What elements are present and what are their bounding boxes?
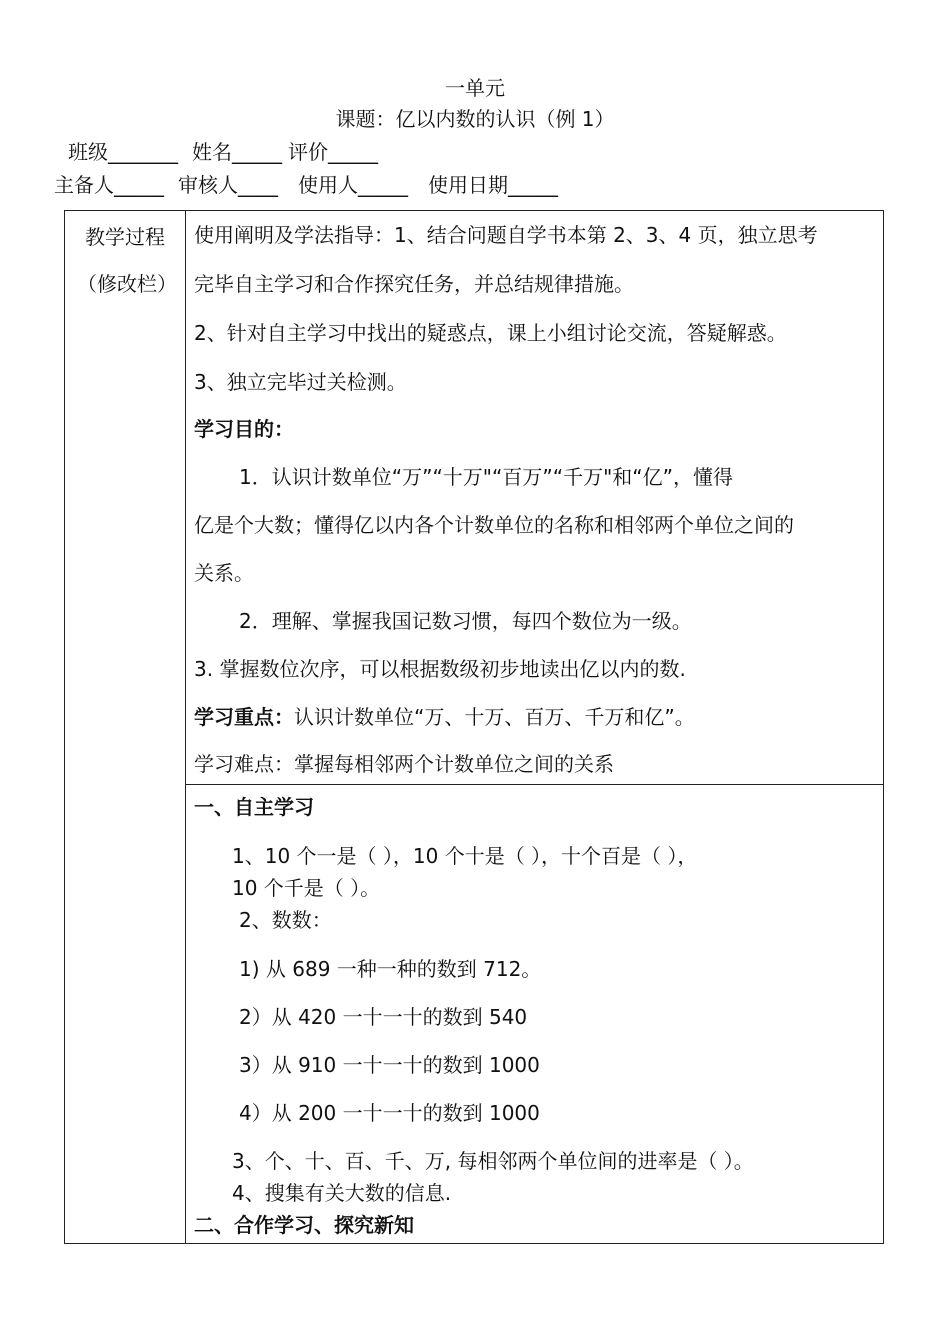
- name-field: 姓名_____: [192, 140, 282, 164]
- exercise-line: 1、10 个一是（ ），10 个十是（ ），十个百是（ ），: [232, 844, 698, 868]
- user-field: 使用人_____: [298, 173, 408, 197]
- class-field: 班级_______: [68, 140, 178, 164]
- focus-title: 学习重点：: [194, 705, 294, 729]
- exercise-line: 2、数数：: [239, 908, 332, 932]
- lesson-table: [64, 210, 884, 1244]
- student-info-row: [68, 136, 378, 165]
- evaluation-field: 评价_____: [288, 140, 378, 164]
- exercise-line: 10 个千是（ ）。: [232, 876, 381, 900]
- date-field: 使用日期_____: [428, 173, 558, 197]
- guide-line: 完毕自主学习和合作探究任务，并总结规律措施。: [194, 272, 634, 296]
- exercise-line: 3）从 910 一十一十的数到 1000: [239, 1053, 540, 1077]
- goal-line: 关系。: [194, 561, 254, 585]
- staff-info-row: [54, 169, 558, 198]
- row-divider: [185, 784, 883, 785]
- exercise-line: 4、搜集有关大数的信息.: [232, 1181, 452, 1205]
- guide-line: 3、独立完毕过关检测。: [194, 370, 407, 394]
- goal-line: 3. 掌握数位次序，可以根据数级初步地读出亿以内的数.: [194, 657, 686, 681]
- difficulty-line: 学习难点：掌握每相邻两个计数单位之间的关系: [194, 752, 614, 776]
- exercise-line: 1) 从 689 一种一种的数到 712。: [239, 957, 542, 981]
- goal-line: 2．理解、掌握我国记数习惯，每四个数位为一级。: [239, 609, 692, 633]
- lesson-topic: 课题：亿以内数的认识（例 1）: [335, 107, 615, 131]
- preparer-field: 主备人_____: [54, 173, 164, 197]
- section-cooperative-title: 二、合作学习、探究新知: [194, 1213, 414, 1237]
- reviewer-field: 审核人____: [178, 173, 278, 197]
- goal-line: 1．认识计数单位“万”“十万"“百万”“千万"和“亿”，懂得: [239, 465, 734, 489]
- guide-line: 使用阐明及学法指导：1、结合问题自学书本第 2、3、4 页，独立思考: [194, 223, 818, 247]
- exercise-line: 3、个、十、百、千、万, 每相邻两个单位间的进率是（ ）。: [232, 1149, 754, 1173]
- side-label-revision: （修改栏）: [77, 272, 177, 296]
- column-divider: [185, 211, 186, 1243]
- section-self-study-title: 一、自主学习: [194, 795, 314, 819]
- focus-text: 认识计数单位“万、十万、百万、千万和亿”。: [294, 705, 695, 729]
- goals-title: 学习目的：: [194, 417, 294, 441]
- exercise-line: 2）从 420 一十一十的数到 540: [239, 1005, 528, 1029]
- exercise-line: 4）从 200 一十一十的数到 1000: [239, 1101, 540, 1125]
- unit-title: 一单元: [445, 76, 505, 100]
- focus-line: [194, 701, 878, 730]
- guide-line: 2、针对自主学习中找出的疑惑点，课上小组讨论交流，答疑解惑。: [194, 321, 787, 345]
- goal-line: 亿是个大数；懂得亿以内各个计数单位的名称和相邻两个单位之间的: [194, 513, 794, 537]
- side-label-process: 教学过程: [85, 225, 165, 249]
